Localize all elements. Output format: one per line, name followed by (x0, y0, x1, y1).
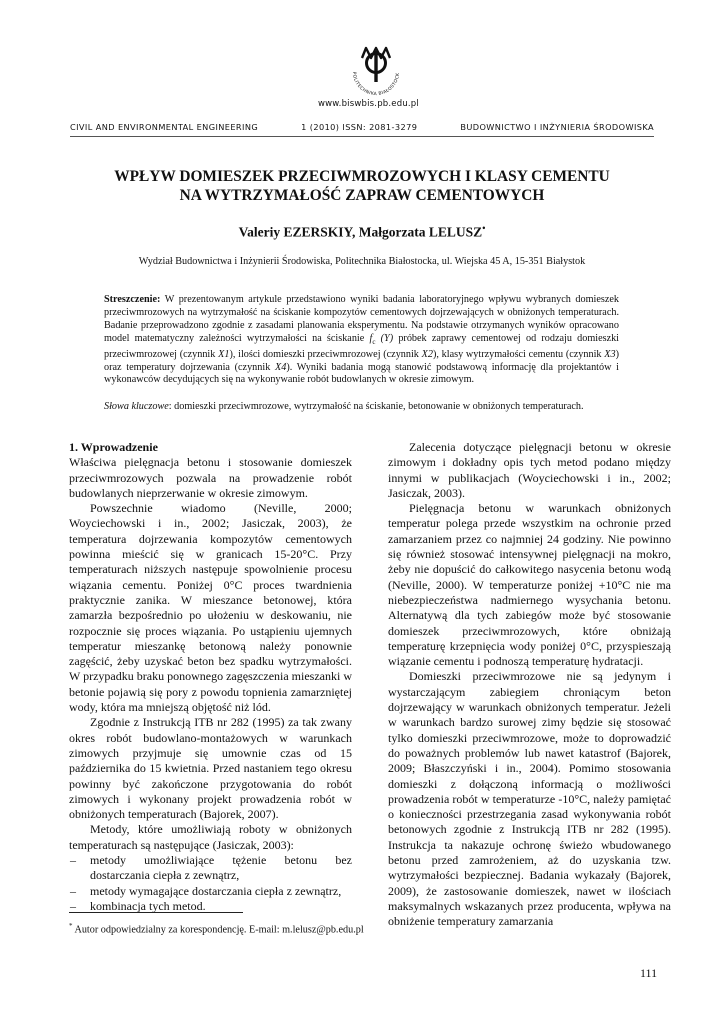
abstract (104, 294, 619, 387)
logo-emblem-icon (362, 48, 390, 82)
symbol-f-subscript: c (372, 337, 376, 346)
logo-text: POLITECHNIKA BIAŁOSTOCK (350, 71, 402, 98)
abstract-text: ), klasy wytrzymałości cementu (czynnik (432, 348, 605, 360)
symbol-f: f (369, 332, 373, 344)
list-item: – metody umożliwiające tężenie betonu bez dostarczania ciepła z zewnątrz, (69, 853, 352, 884)
abstract-text: ) oraz temperatury dojrzewania (czynnik (104, 348, 619, 373)
abstract-text: ), ilości domieszki przeciwmrozowej (czynnik (229, 348, 422, 360)
factor-x3: X3 (604, 348, 616, 360)
header-divider (70, 136, 654, 137)
journal-issue: 1 (2010) ISSN: 2081-3279 (301, 122, 418, 132)
svg-text:POLITECHNIKA BIAŁOSTOCKA (340, 36, 401, 97)
abstract-label: Streszczenie: (104, 294, 161, 305)
article-title (60, 167, 664, 205)
paragraph: Zgodnie z Instrukcją ITB nr 282 (1995) za tak zwany okres robót budowlano-montażowych w warunkach zimowych przyjmuje się umownie czas od 15 października do 15 kwietnia. Przed nastaniem tego okresu powinny być zakończone przygotowania do robót zimowych i wykonany projekt prowadzenia robót w obniżonych temperaturach (Bajorek, 2007). (69, 715, 352, 822)
footnote (69, 922, 364, 935)
abstract-text: próbek zaprawy cementowej od rodzaju domieszki przeciwmrozowej (czynnik (104, 332, 620, 360)
right-column (388, 440, 671, 930)
methods-list (69, 853, 352, 914)
paragraph: Właściwa pielęgnacja betonu i stosowanie domieszek przeciwmrozowych pozwala na prowadzenie robót budowlanych nieprzerwanie w okresie zimowym. (69, 455, 352, 500)
paragraph: Metody, które umożliwiają roboty w obniżonych temperaturach są następujące (Jasiczak, 2003): (69, 822, 352, 852)
university-logo (340, 36, 412, 100)
journal-name-en: CIVIL AND ENVIRONMENTAL ENGINEERING (70, 122, 259, 132)
list-item: – kombinacja tych metod. (69, 899, 352, 914)
keywords (104, 400, 619, 413)
paragraph: Powszechnie wiadomo (Neville, 2000; Woyciechowski i in., 2002; Jasiczak, 2003), że temperatura dojrzewania kompozytów cementowych powinna mieścić się w granicach 15-20°C. Przy temperaturach niższych następuje spowolnienie procesu wiązania cementu. Poniżej 0°C proces twardnienia praktycznie zanika. W mieszance betonowej, która zamarzła bezpośrednio po ułożeniu w deskowaniu, nie rozpocznie się proces wiązania. Po ustąpieniu ujemnych temperatur mieszankę betonową należy ponownie zagęścić, żeby uzyskać beton bez spadku wytrzymałości. W przypadku braku ponownego zagęszczenia mieszanki w betonie pojawią się pory z powodu topnienia zamarzniętej wody, która ma mniejszą objętość niż lód. (69, 501, 353, 715)
journal-header-bar (70, 122, 654, 132)
factor-x4: X4 (275, 361, 287, 373)
page-number: 111 (640, 966, 658, 980)
section-heading: 1. Wprowadzenie (69, 440, 158, 454)
factor-x1: X1 (218, 348, 230, 360)
abstract-text: ). Wyniki badania mogą stanowić podstawową informację dla projektantów i wykonawców decydujących się na wykonywanie robót budowlanych w okresie zimowym. (104, 361, 619, 386)
title-line-1: WPŁYW DOMIESZEK PRZECIWMROZOWYCH I KLASY CEMENTU (114, 168, 610, 185)
paragraph: Domieszki przeciwmrozowe nie są jedynym i wystarczającym zabiegiem chroniącym beton dojrzewający w warunkach obniżonych temperatur. Jeżeli w warunkach bardzo surowej zimy będzie się stosować tylko domieszki przeciwmrozowe, może to doprowadzić do poważnych problemów lub nawet katastrof (Bajorek, 2009; Błaszczyński i in., 2004). Pomimo stosowania domieszki z dołączoną informacją o możliwości prowadzenia robót w temperaturze -10°C, należy pamiętać o konieczności przestrzegania zasad wykonywania robót betonowych zgodnie z Instrukcją ITB nr 282 (1995). Instrukcja ta nakazuje ochronę świeżo wbudowanego betonu przed zamrożeniem, aż do uzyskania tzw. wytrzymałości bezpiecznej. Badania wykazały (Bajorek, 2009), że zastosowanie domieszek, nawet w ilościach maksymalnych wskazanych przez producenta, wpływa na obniżenie temperatury zamarzania (388, 669, 671, 929)
title-line-2: NA WYTRZYMAŁOŚĆ ZAPRAW CEMENTOWYCH (179, 187, 545, 204)
list-item: – metody wymagające dostarczania ciepła z zewnątrz, (69, 884, 352, 899)
article-authors (60, 223, 664, 241)
footnote-divider (69, 912, 243, 913)
symbol-y: (Y) (375, 332, 394, 344)
author-affiliation: Wydział Budownictwa i Inżynierii Środowiska, Politechnika Białostocka, ul. Wiejska 45 A, 15-351 Białystok (138, 256, 586, 267)
paragraph: Zalecenia dotyczące pielęgnacji betonu w okresie zimowym i dokładny opis tych metod podano między innymi w publikacjach (Woyciechowski i in., 2002; Jasiczak, 2003). (388, 440, 671, 500)
authors-text: Valeriy EZERSKIY, Małgorzata LELUSZ (238, 224, 483, 240)
footnote-text: Autor odpowiedzialny za korespondencję. E-mail: m.lelusz@pb.edu.pl (72, 924, 364, 936)
journal-name-pl: BUDOWNICTWO I INŻYNIERIA ŚRODOWISKA (460, 122, 654, 132)
keywords-label: Słowa kluczowe (104, 401, 169, 412)
footnote-mark: * (69, 922, 73, 930)
abstract-text: W prezentowanym artykule przedstawiono wyniki badania laboratoryjnego wpływu wybranych domieszek przeciwmrozowych na wytrzymałość na ściskanie kompozytów cementowych dojrzewających w obniżonych temperaturach. Badanie przeprowadzono zgodnie z zasadami planowania eksperymentu. Na podstawie otrzymanych wyników opracowano model matematyczny zależności wytrzymałości na ściskanie (104, 294, 619, 344)
left-column (69, 440, 352, 914)
journal-website[interactable]: www.biswbis.pb.edu.pl (318, 99, 419, 109)
factor-x2: X2 (421, 348, 433, 360)
paragraph: Pielęgnacja betonu w warunkach obniżonych temperatur polega przede wszystkim na ochronie przed zamarzaniem przez co najmniej 24 godziny. Nie powinno się również stosować intensywnej pielęgnacji na mokro, żeby nie dopuścić do całkowitego nasycenia betonu wodą (Neville, 2000). W temperaturze poniżej +10°C nie ma niebezpieczeństwa nadmiernego wysychania betonu. Alternatywą dla tych zabiegów może być stosowanie domieszek przeciwmrozowych, które obniżają temperaturę krzepnięcia wody poniżej 0°C, przyspieszają wiązanie cementu i podnoszą temperaturę hydratacji. (388, 501, 671, 669)
corresponding-author-mark: • (482, 223, 486, 233)
keywords-text: : domieszki przeciwmrozowe, wytrzymałość na ściskanie, betonowanie w obniżonych temperaturach. (168, 401, 584, 412)
